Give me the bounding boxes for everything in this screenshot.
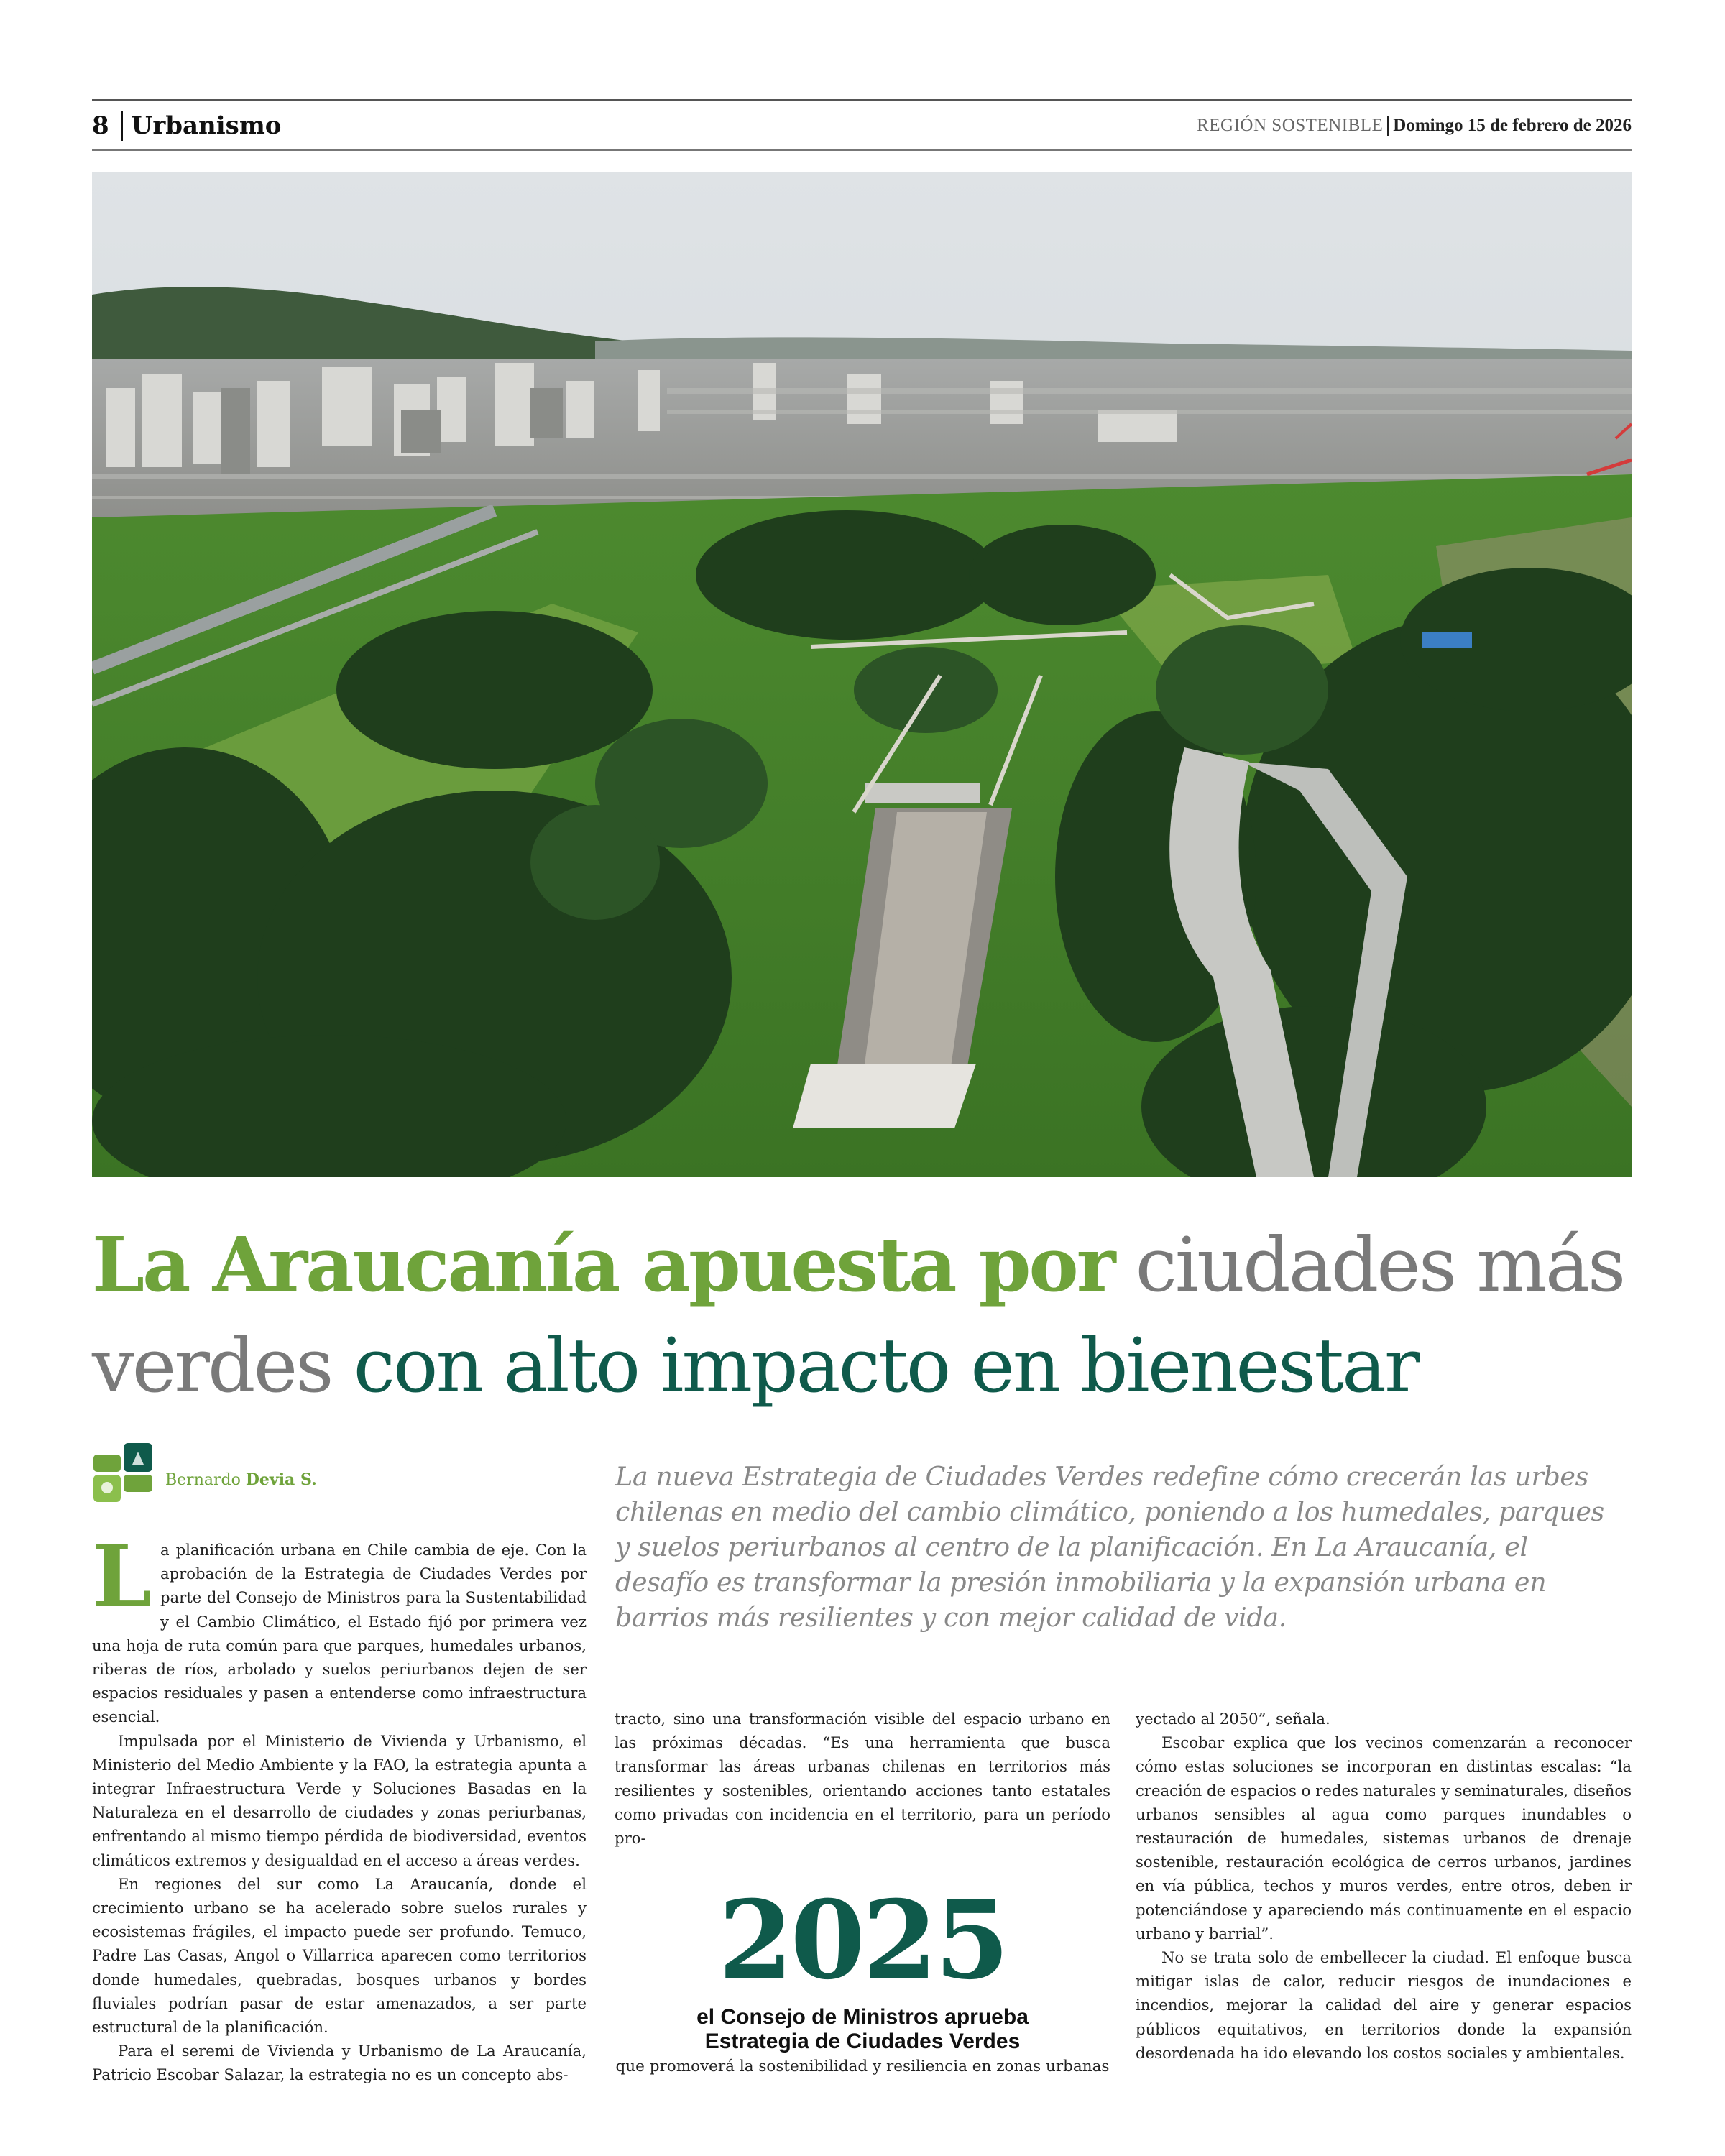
publication-name: REGIÓN SOSTENIBLE bbox=[1197, 116, 1384, 135]
page-header-right bbox=[1197, 108, 1632, 144]
headline bbox=[92, 1215, 1637, 1416]
body-paragraph-5: Escobar explica que los vecinos comenzarán a reconocer cómo estas soluciones se incorporan en distintas escalas: “la creación de espacios o redes naturales y seminaturales, diseños urbanos sensibles al agua como parques inundables o restauración de humedales, sistemas urbanos de drenaje sostenible, restauración ecológica de cerros urbanos, jardines en vía pública, techos y muros verdes, entre otros, deben ir potenciándose y apareciendo más continuamente en el espacio urbano y barrial”. bbox=[1136, 1733, 1632, 1943]
article-lead: La nueva Estrategia de Ciudades Verdes redefine cómo crecerán las urbes chilenas en medio del cambio climático, poniendo a los humedales, parques y suelos periurbanos al centro de la planificación. En La Araucanía, el desafío es transformar la presión inmobiliaria y la expansión urbana en barrios más resilientes y con mejor calidad de vida. bbox=[615, 1461, 1604, 1633]
author-last-name: Devia S. bbox=[245, 1470, 317, 1489]
body-paragraph-2: Impulsada por el Ministerio de Vivienda y Urbanismo, el Ministerio del Medio Ambiente y la FAO, la estrategia apunta a integrar Infraestructura Verde y Soluciones Basadas en la Naturaleza en el desarrollo de ciudades y zonas periurbanas, enfrentando al mismo tiempo pérdida de biodiversidad, eventos climáticos extremos y desigualdad en el acceso a áreas verdes. bbox=[92, 1731, 586, 1869]
headline-part-1: La Araucanía apuesta por bbox=[92, 1220, 1114, 1309]
headline-part-2: ciudades más verdes bbox=[92, 1221, 1624, 1409]
header-bottom-rule bbox=[92, 149, 1632, 151]
body-paragraph-3: En regiones del sur como La Araucanía, donde el crecimiento urbano se ha acelerado sobre suelos rurales y ecosistemas frágiles, el impacto puede ser profundo. Temuco, Padre Las Casas, Angol o Villarrica aparecen como territorios donde humedales, quebradas, bosques urbanos y bordes fluviales podrían pasar de estar amenazados, a ser parte estructural de la planificación. bbox=[92, 1874, 586, 2037]
body-paragraph-4-continued: tracto, sino una transformación visible del espacio urbano en las próximas décadas. “Es una herramienta que busca transformar las áreas urbanas chilenas en territorios más resilientes y sostenibles, orientando acciones tanto estatales como privadas con incidencia en el territorio, para un período pro- bbox=[615, 1710, 1110, 1848]
paragraph-text: a planificación urbana en Chile cambia de eje. Con la aprobación de la Estrategia de Ciudades Verdes por parte del Consejo de Ministros para la Sustentabilidad y el Cambio Climático, el Estado fijó por primera vez una hoja de ruta común para que parques, humedales urbanos, riberas de ríos, arbolado y suelos periurbanos dejen de ser espacios residuales y pasen a entenderse como infraestructura esencial. bbox=[92, 1541, 586, 1726]
author-byline bbox=[165, 1470, 317, 1489]
author-first-name: Bernardo bbox=[165, 1471, 241, 1489]
stat-caption-line-3: que promoverá la sostenibilidad y resiliencia en zonas urbanas bbox=[615, 2058, 1110, 2076]
body-paragraph-4-end: yectado al 2050”, señala. bbox=[1136, 1710, 1330, 1728]
header-divider bbox=[1387, 116, 1389, 136]
body-paragraph-6: No se trata solo de embellecer la ciudad. El enfoque busca mitigar islas de calor, reducir riesgos de inundaciones e incendios, mejorar la calidad del aire y generar espacios públicos equitativos, en territorios donde la expansión desordenada ha ido elevando los costos sociales y ambientales. bbox=[1136, 1948, 1632, 2062]
aerial-photo bbox=[92, 172, 1632, 1177]
drop-cap: L bbox=[92, 1526, 152, 1626]
page-number: 8 bbox=[92, 111, 109, 140]
body-column-2 bbox=[615, 1707, 1110, 1850]
body-paragraph-1 bbox=[92, 1526, 586, 1729]
page-header-left bbox=[92, 108, 281, 144]
body-column-1 bbox=[92, 1526, 586, 2087]
headline-part-3: con alto impacto en bienestar bbox=[353, 1322, 1418, 1409]
stat-caption-line-2: Estrategia de Ciudades Verdes bbox=[704, 2030, 1021, 2053]
header-divider bbox=[121, 111, 123, 141]
header-top-rule bbox=[92, 99, 1632, 101]
author-logo-icon bbox=[93, 1443, 152, 1502]
issue-date: Domingo 15 de febrero de 2026 bbox=[1393, 116, 1632, 135]
stat-caption-line-1: el Consejo de Ministros aprueba bbox=[696, 2005, 1029, 2029]
section-name: Urbanismo bbox=[131, 111, 282, 140]
stat-year: 2025 bbox=[718, 1877, 1007, 2004]
body-paragraph-4-start: Para el seremi de Vivienda y Urbanismo de La Araucanía, Patricio Escobar Salazar, la estrategia no es un concepto abs- bbox=[92, 2042, 586, 2084]
body-column-3 bbox=[1136, 1707, 1632, 2065]
